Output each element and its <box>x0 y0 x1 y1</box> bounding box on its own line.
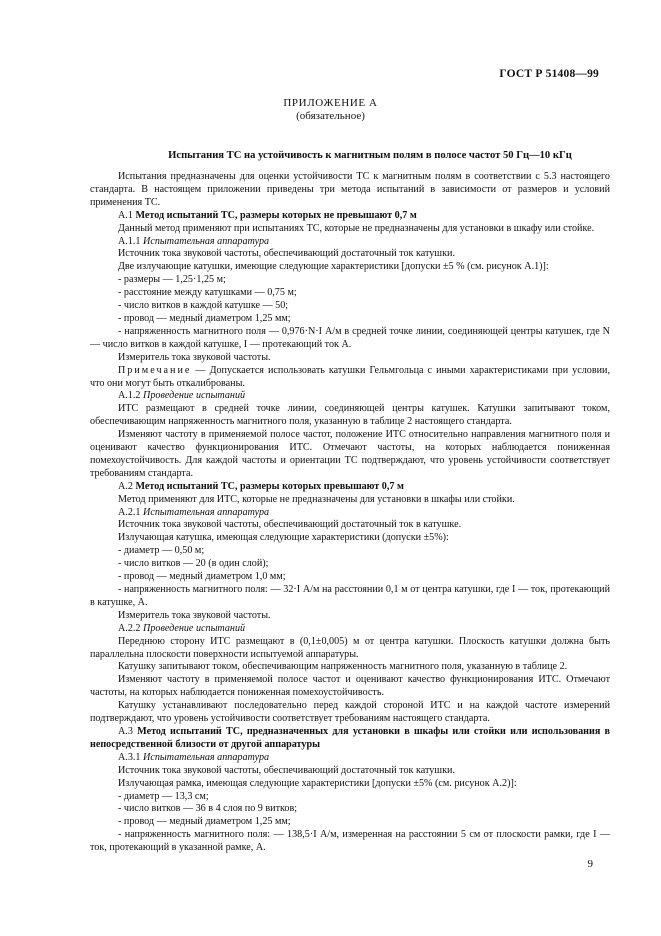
clause-number: А.1.1 <box>118 235 141 247</box>
list-item: - диаметр — 13,3 см; <box>118 790 209 802</box>
note-label: Примечание <box>118 364 192 376</box>
list-item: - напряженность магнитного поля: — 138,5·I А/м, измеренная на расстоянии 5 см от плоскости рамки, где I — ток, протекающий в указанной рамке, А. <box>90 829 610 854</box>
clause-a11-heading <box>90 236 610 249</box>
paragraph: Метод применяют для ИТС, которые не предназначены для установки в шкафы или стойки. <box>118 493 515 505</box>
annex-heading <box>0 97 661 123</box>
annex-title: ПРИЛОЖЕНИЕ А <box>283 97 378 109</box>
paragraph: Изменяют частоту в применяемой полосе частот и оценивают качество функционирования ИТС. Отмечают частоты, на которых наблюдается пониженная помехоустойчивость. <box>90 674 610 699</box>
section-title: Испытания ТС на устойчивость к магнитным полям в полосе частот 50 Гц—10 кГц <box>168 150 572 161</box>
clause-number: А.2 <box>118 480 133 492</box>
list-item: - провод — медный диаметром 1,25 мм; <box>118 312 291 324</box>
clause-title: Проведение испытаний <box>143 622 246 634</box>
paragraph: Катушку запитывают током, обеспечивающим напряженность магнитного поля, указанную в таблице 2. <box>118 661 568 673</box>
paragraph: Переднюю сторону ИТС размещают в (0,1±0,005) м от центра катушки. Плоскость катушки должна быть параллельна плоскости поверхности испытуемой аппаратуры. <box>90 635 610 660</box>
paragraph: Измеритель тока звуковой частоты. <box>118 609 271 621</box>
paragraph: Излучающая катушка, имеющая следующие характеристики (допуски ±5%): <box>118 532 449 544</box>
clause-number: А.3.1 <box>118 751 141 763</box>
list-item: - диаметр — 0,50 м; <box>118 545 205 557</box>
list-item: - расстояние между катушками — 0,75 м; <box>118 287 297 299</box>
paragraph: Две излучающие катушки, имеющие следующие характеристики [допуски ±5 % (см. рисунок А.1)]: <box>118 261 549 273</box>
list-item: - размеры — 1,25·1,25 м; <box>118 274 226 286</box>
clause-title: Проведение испытаний <box>143 390 246 402</box>
clause-number: А.3 <box>118 725 133 737</box>
annex-status: (обязательное) <box>296 110 365 122</box>
list-item: - провод — медный диаметром 1,25 мм; <box>118 816 291 828</box>
list-item: - число витков в каждой катушке — 50; <box>118 300 289 312</box>
list-item: - напряженность магнитного поля: — 32·I А/м на расстоянии 0,1 м от центра катушки, где I — ток, протекающий в катушке, А. <box>90 584 610 608</box>
clause-a12-heading <box>90 390 610 403</box>
intro-paragraph: Испытания предназначены для оценки устойчивости ТС к магнитным полям в соответствии с 5.3 настоящего стандарта. В настоящем приложении приведены три метода испытаний в зависимости от размеров и условий применения ТС. <box>90 171 610 208</box>
document-header: ГОСТ Р 51408—99 <box>499 68 599 80</box>
clause-number: А.2.2 <box>118 622 141 634</box>
clause-number: А.2.1 <box>118 506 141 518</box>
page-number: 9 <box>587 858 593 870</box>
clause-a31-heading <box>90 752 610 765</box>
paragraph: Изменяют частоту в применяемой полосе частот, положение ИТС относительно направления магнитного поля и оценивают качество функционирования ИТС. Отмечают частоты, на которых наблюдается пониженная помехоустойчивость. Для каждой частоты и ориентации ТС подтверждают, что уровень устойчивости соответствует требованиям стандарта. <box>90 429 610 479</box>
document-body <box>90 171 610 855</box>
paragraph: Источник тока звуковой частоты, обеспечивающий достаточный ток в катушке. <box>118 519 462 531</box>
clause-title: Метод испытаний ТС, размеры которых превышают 0,7 м <box>135 480 404 492</box>
list-item: - число витков — 36 в 4 слоя по 9 витков; <box>118 803 298 815</box>
paragraph: Излучающая рамка, имеющая следующие характеристики [допуски ±5% (см. рисунок А.2)]: <box>118 777 517 789</box>
list-item: - напряженность магнитного поля — 0,976·N·I А/м в средней точке линии, соединяющей центры катушек, где N — число витков в каждой катушке, I — протекающий ток А. <box>90 325 610 350</box>
clause-a3-heading <box>90 726 610 752</box>
paragraph: Источник тока звуковой частоты, обеспечивающий достаточный ток катушки. <box>118 248 455 260</box>
paragraph: Измеритель тока звуковой частоты. <box>118 351 271 363</box>
clause-title: Испытательная аппаратура <box>143 506 270 518</box>
note-text: — Допускается использовать катушки Гельмгольца с иными характеристиками при условии, что они могут быть откалиброваны. <box>90 364 610 389</box>
paragraph: Источник тока звуковой частоты, обеспечивающий достаточный ток катушки. <box>118 764 455 776</box>
clause-a22-heading <box>90 623 610 636</box>
clause-a2-heading <box>90 481 610 494</box>
clause-title: Метод испытаний ТС, предназначенных для установки в шкафы или стойки или использования в непосредственной близости от другой аппаратуры <box>90 725 611 750</box>
clause-a21-heading <box>90 507 610 520</box>
clause-a1-heading <box>90 210 610 223</box>
paragraph: Катушку устанавливают последовательно перед каждой стороной ИТС и на каждой частоте измерений подтверждают, что уровень устойчивости соответствует требованиям настоящего стандарта. <box>90 700 610 725</box>
paragraph: Данный метод применяют при испытаниях ТС, которые не предназначены для установки в шкафу или стойке. <box>118 222 595 234</box>
clause-number: А.1.2 <box>118 390 141 402</box>
clause-title: Испытательная аппаратура <box>143 235 270 247</box>
clause-title: Метод испытаний ТС, размеры которых не превышают 0,7 м <box>135 209 417 221</box>
clause-number: А.1 <box>118 209 133 221</box>
clause-title: Испытательная аппаратура <box>143 751 270 763</box>
note <box>90 365 610 391</box>
paragraph: ИТС размещают в средней точке линии, соединяющей центры катушек. Катушки запитывают током, обеспечивающим напряженность магнитного поля, указанную в таблице 2 настоящего стандарта. <box>90 403 610 428</box>
list-item: - провод — медный диаметром 1,0 мм; <box>118 571 286 583</box>
list-item: - число витков — 20 (в один слой); <box>118 558 269 570</box>
